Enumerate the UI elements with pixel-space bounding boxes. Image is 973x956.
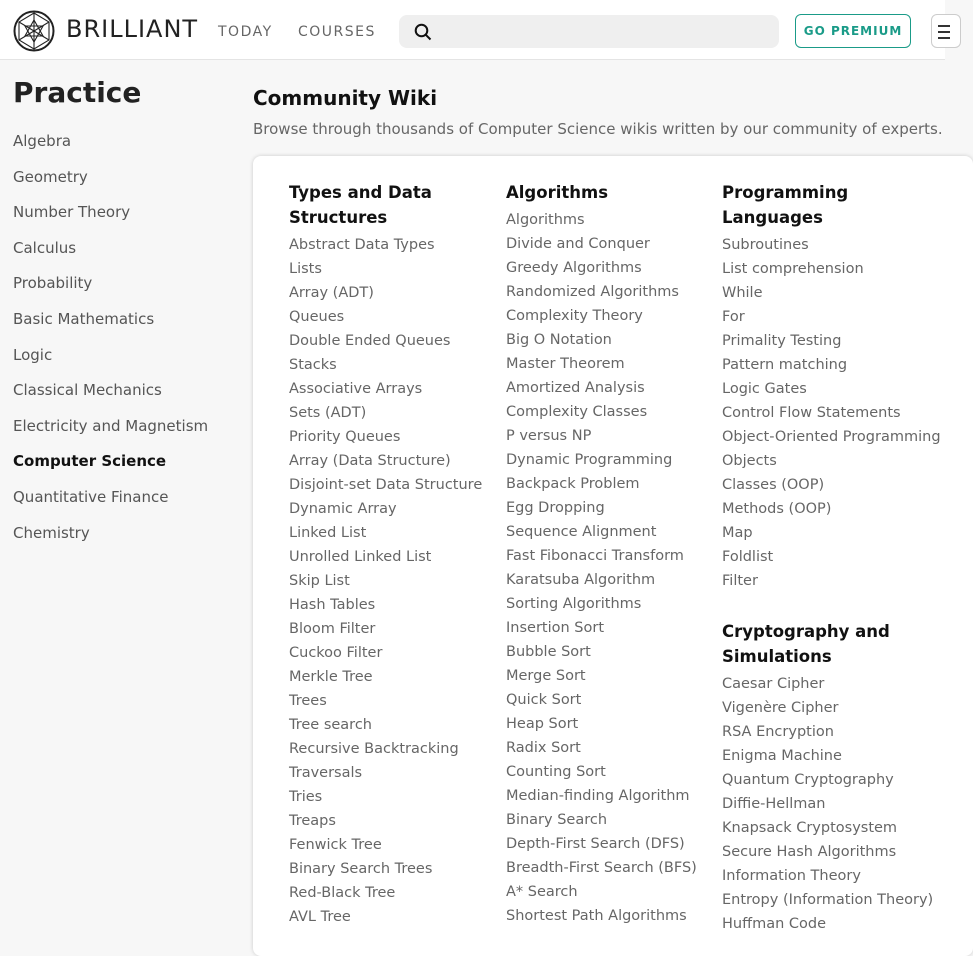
sidebar-item-basic-mathematics[interactable]: Basic Mathematics [13, 309, 155, 328]
sidebar-item-calculus[interactable]: Calculus [13, 238, 77, 257]
wiki-link[interactable]: P versus NP [506, 428, 592, 444]
wiki-link[interactable]: For [722, 309, 745, 325]
page-subtitle: Browse through thousands of Computer Science wikis written by our community of experts. [253, 120, 943, 138]
menu-icon [938, 25, 950, 27]
wiki-link[interactable]: Master Theorem [506, 356, 625, 372]
top-header [0, 0, 945, 60]
wiki-link[interactable]: Pattern matching [722, 357, 848, 373]
wiki-list [722, 233, 941, 593]
wiki-link[interactable]: Methods (OOP) [722, 501, 832, 517]
wiki-link[interactable]: Disjoint-set Data Structure [289, 477, 483, 493]
wiki-link[interactable]: Sequence Alignment [506, 524, 657, 540]
sidebar-item-probability[interactable]: Probability [13, 274, 93, 293]
wiki-link[interactable]: Array (ADT) [289, 285, 374, 301]
wiki-link[interactable]: Map [722, 525, 753, 541]
wiki-link[interactable]: Sorting Algorithms [506, 596, 642, 612]
wiki-link[interactable]: Quantum Cryptography [722, 772, 894, 788]
sidebar-nav [13, 130, 208, 557]
wiki-link[interactable]: Array (Data Structure) [289, 453, 451, 469]
menu-button[interactable] [931, 14, 961, 48]
search-input[interactable] [399, 15, 779, 48]
wiki-link[interactable]: Trees [289, 693, 327, 709]
wiki-link[interactable]: Treaps [289, 813, 336, 829]
wiki-link[interactable]: Double Ended Queues [289, 333, 451, 349]
sidebar-item-computer-science[interactable]: Computer Science [13, 452, 167, 471]
wiki-link[interactable]: Algorithms [506, 212, 585, 228]
wiki-link[interactable]: Subroutines [722, 237, 809, 253]
wiki-link[interactable]: Complexity Theory [506, 308, 643, 324]
wiki-link[interactable]: Egg Dropping [506, 500, 605, 516]
wiki-link[interactable]: Fenwick Tree [289, 837, 382, 853]
wiki-list [289, 233, 483, 929]
column-heading[interactable]: Algorithms [506, 183, 609, 202]
wiki-link[interactable]: Secure Hash Algorithms [722, 844, 897, 860]
wiki-link[interactable]: Bloom Filter [289, 621, 376, 637]
column-heading[interactable]: Types and Data Structures [289, 183, 432, 227]
wiki-link[interactable]: Linked List [289, 525, 367, 541]
wiki-link[interactable]: Merkle Tree [289, 669, 373, 685]
nav-today[interactable]: TODAY [218, 24, 273, 40]
wiki-link[interactable]: Queues [289, 309, 345, 325]
sidebar-item-classical-mechanics[interactable]: Classical Mechanics [13, 381, 162, 400]
wiki-link[interactable]: Vigenère Cipher [722, 700, 839, 716]
wiki-link[interactable]: Fast Fibonacci Transform [506, 548, 684, 564]
wiki-link[interactable]: Big O Notation [506, 332, 612, 348]
wiki-link[interactable]: Associative Arrays [289, 381, 423, 397]
wiki-link[interactable]: Binary Search Trees [289, 861, 433, 877]
wiki-link[interactable]: Median-finding Algorithm [506, 788, 690, 804]
sidebar-item-number-theory[interactable]: Number Theory [13, 203, 131, 222]
wiki-link[interactable]: Dynamic Array [289, 501, 397, 517]
brand-name[interactable]: BRILLIANT [66, 15, 199, 43]
sidebar-item-electricity-and-magnetism[interactable]: Electricity and Magnetism [13, 416, 209, 435]
wiki-link[interactable]: Diffie-Hellman [722, 796, 826, 812]
wiki-link[interactable]: Tree search [289, 717, 372, 733]
wiki-link[interactable]: Binary Search [506, 812, 608, 828]
wiki-list [506, 208, 696, 928]
wiki-link[interactable]: Breadth-First Search (BFS) [506, 860, 697, 876]
wiki-list [722, 672, 934, 936]
wiki-link[interactable]: Sets (ADT) [289, 405, 367, 421]
sidebar-item-quantitative-finance[interactable]: Quantitative Finance [13, 487, 169, 506]
wiki-link[interactable]: A* Search [506, 884, 578, 900]
wiki-link[interactable]: Skip List [289, 573, 350, 589]
wiki-link[interactable]: List comprehension [722, 261, 864, 277]
sidebar-item-geometry[interactable]: Geometry [13, 167, 88, 186]
wiki-link[interactable]: Filter [722, 573, 758, 589]
wiki-link[interactable]: RSA Encryption [722, 724, 834, 740]
column-algorithms [506, 180, 696, 928]
wiki-link[interactable]: Complexity Classes [506, 404, 648, 420]
column-heading[interactable]: Programming Languages [722, 183, 849, 227]
wiki-link[interactable]: Traversals [289, 765, 363, 781]
search-icon [414, 23, 432, 41]
wiki-link[interactable]: Unrolled Linked List [289, 549, 432, 565]
wiki-link[interactable]: Object-Oriented Programming [722, 429, 941, 445]
wiki-link[interactable]: Heap Sort [506, 716, 579, 732]
wiki-link[interactable]: Quick Sort [506, 692, 582, 708]
wiki-link[interactable]: Abstract Data Types [289, 237, 435, 253]
wiki-link[interactable]: While [722, 285, 763, 301]
sidebar-item-logic[interactable]: Logic [13, 345, 53, 364]
column-heading[interactable]: Cryptography and Simulations [722, 622, 890, 666]
wiki-link[interactable]: Information Theory [722, 868, 861, 884]
wiki-link[interactable]: Karatsuba Algorithm [506, 572, 656, 588]
wiki-link[interactable]: Greedy Algorithms [506, 260, 642, 276]
go-premium-button[interactable]: GO PREMIUM [795, 14, 911, 48]
wiki-link[interactable]: Divide and Conquer [506, 236, 650, 252]
wiki-link[interactable]: Randomized Algorithms [506, 284, 679, 300]
wiki-link[interactable]: Classes (OOP) [722, 477, 825, 493]
wiki-link[interactable]: Caesar Cipher [722, 676, 825, 692]
wiki-link[interactable]: Stacks [289, 357, 337, 373]
wiki-link[interactable]: AVL Tree [289, 909, 351, 925]
sidebar-item-algebra[interactable]: Algebra [13, 132, 72, 150]
wiki-link[interactable]: Dynamic Programming [506, 452, 673, 468]
nav-courses[interactable]: COURSES [298, 24, 376, 40]
sidebar-title: Practice [13, 76, 142, 109]
page-title: Community Wiki [253, 86, 438, 110]
wiki-link[interactable]: Radix Sort [506, 740, 581, 756]
wiki-link[interactable]: Cuckoo Filter [289, 645, 383, 661]
wiki-link[interactable]: Amortized Analysis [506, 380, 645, 396]
wiki-link[interactable]: Foldlist [722, 549, 774, 565]
wiki-link[interactable]: Tries [289, 789, 323, 805]
sidebar-item-chemistry[interactable]: Chemistry [13, 523, 90, 542]
wiki-link[interactable]: Backpack Problem [506, 476, 640, 492]
column-types-data-structures [289, 180, 483, 929]
wiki-link[interactable]: Objects [722, 453, 777, 469]
wiki-link[interactable]: Enigma Machine [722, 748, 842, 764]
wiki-link[interactable]: Hash Tables [289, 597, 376, 613]
wiki-link[interactable]: Logic Gates [722, 381, 807, 397]
column-programming-languages [722, 180, 941, 936]
wiki-link[interactable]: Priority Queues [289, 429, 401, 445]
wiki-link[interactable]: Depth-First Search (DFS) [506, 836, 685, 852]
wiki-link[interactable]: Primality Testing [722, 333, 842, 349]
wiki-link[interactable]: Insertion Sort [506, 620, 605, 636]
brilliant-logo-icon[interactable] [13, 10, 55, 52]
wiki-link[interactable]: Recursive Backtracking [289, 741, 459, 757]
wiki-link[interactable]: Merge Sort [506, 668, 586, 684]
wiki-link[interactable]: Lists [289, 261, 322, 277]
wiki-link[interactable]: Entropy (Information Theory) [722, 892, 934, 908]
wiki-link[interactable]: Red-Black Tree [289, 885, 396, 901]
wiki-link[interactable]: Knapsack Cryptosystem [722, 820, 898, 836]
wiki-link[interactable]: Huffman Code [722, 916, 827, 932]
wiki-link[interactable]: Control Flow Statements [722, 405, 901, 421]
wiki-link[interactable]: Bubble Sort [506, 644, 591, 660]
wiki-link[interactable]: Shortest Path Algorithms [506, 908, 687, 924]
wiki-link[interactable]: Counting Sort [506, 764, 606, 780]
